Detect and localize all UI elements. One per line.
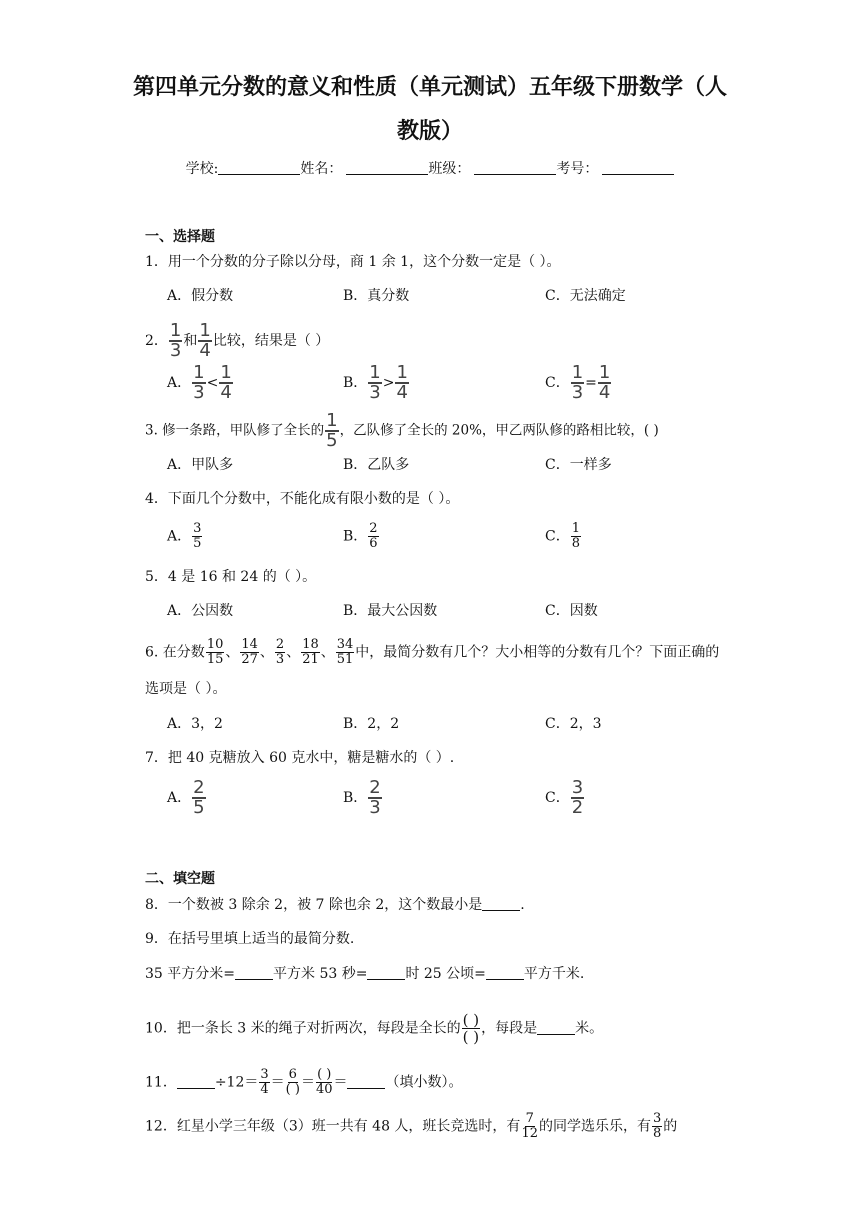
question-10: [145, 1012, 603, 1045]
q10-tail: 米。: [575, 1020, 604, 1037]
q6-fraction-5: $\frac{34}{51}$: [336, 637, 354, 667]
class-blank[interactable]: [474, 160, 556, 175]
q10-answer-blank[interactable]: [537, 1020, 575, 1035]
q8-tail: .: [520, 897, 525, 913]
q6-fraction-2: $\frac{14}{27}$: [241, 637, 258, 667]
q2-fraction-2: $\frac{1}{4}$: [199, 320, 211, 361]
q9-blank-2[interactable]: [367, 965, 405, 980]
question-9-items: [145, 964, 584, 984]
q5-option-a[interactable]: A．公因数: [167, 603, 234, 619]
class-label: 班级：: [428, 161, 471, 177]
q11-fraction-2[interactable]: $\frac{6}{( )}$: [285, 1067, 300, 1097]
q12-tail: 的: [663, 1118, 678, 1135]
question-3: [145, 412, 659, 450]
q1-option-b[interactable]: B．真分数: [343, 288, 410, 304]
q4-option-b[interactable]: B． $\frac{2}{6}$: [343, 521, 378, 551]
q7-option-c[interactable]: C． $\frac{3}{2}$: [545, 777, 584, 818]
q9-part-3: 时 25 公顷=: [405, 966, 486, 982]
q10-fraction-blank[interactable]: $\frac{( )}{( )}$: [462, 1011, 480, 1046]
q6-tail: 中，最简分数有几个？大小相等的分数有几个？下面正确的: [355, 644, 720, 661]
q10-head: 10．把一条长 3 米的绳子对折两次，每段是全长的: [145, 1020, 461, 1037]
q9-part-1: 35 平方分米=: [145, 966, 235, 982]
q1-option-a[interactable]: A．假分数: [167, 288, 234, 304]
q6-fraction-3: $\frac{2}{3}$: [275, 637, 285, 667]
q2-number: 2．: [145, 333, 168, 349]
name-blank[interactable]: [346, 160, 428, 175]
q12-fraction-1: $\frac{7}{12}$: [521, 1111, 538, 1141]
q7-option-a[interactable]: A． $\frac{2}{5}$: [167, 777, 205, 818]
q11-blank-2[interactable]: [347, 1074, 385, 1089]
q1-option-c[interactable]: C．无法确定: [545, 288, 626, 304]
question-12: [145, 1112, 677, 1141]
q6-option-c[interactable]: C．2，3: [545, 716, 602, 732]
q7-option-b[interactable]: B． $\frac{2}{3}$: [343, 777, 381, 818]
q5-option-c[interactable]: C．因数: [545, 603, 598, 619]
q9-part-2: 平方米 53 秒=: [273, 966, 368, 982]
question-8: [145, 895, 525, 915]
number-blank[interactable]: [602, 160, 674, 175]
q11-tail: （填小数）。: [385, 1074, 463, 1091]
question-4: 4．下面几个分数中，不能化成有限小数的是（ ）。: [145, 491, 460, 507]
q6-fraction-4: $\frac{18}{21}$: [302, 637, 319, 667]
school-label: 学校:: [185, 161, 219, 177]
page-title-continued: 教版）: [396, 119, 463, 144]
q8-answer-blank[interactable]: [482, 896, 520, 911]
q3-option-c[interactable]: C．一样多: [545, 457, 612, 473]
q6-fraction-1: $\frac{10}{15}$: [206, 637, 224, 667]
section-heading-fill: 二、填空题: [145, 871, 215, 887]
q2-option-b[interactable]: B． $\frac{1}{3}$ > $\frac{1}{4}$: [343, 362, 408, 403]
q6-option-a[interactable]: A．3，2: [167, 716, 223, 732]
q8-head: 8．一个数被 3 除余 2，被 7 除也余 2，这个数最小是: [145, 897, 483, 913]
q2-and: 和: [183, 333, 198, 349]
question-5: 5．4 是 16 和 24 的（ ）。: [145, 569, 317, 585]
q9-part-4: 平方千米.: [523, 966, 585, 982]
section-heading-choice: 一、选择题: [145, 229, 215, 245]
q10-mid: ，每段是: [481, 1020, 538, 1037]
q9-blank-1[interactable]: [235, 965, 273, 980]
q11-blank-1[interactable]: [177, 1074, 215, 1089]
q3-option-a[interactable]: A．甲队多: [167, 457, 234, 473]
school-blank[interactable]: [218, 160, 300, 175]
q11-fraction-3[interactable]: $\frac{( )}{40}$: [315, 1067, 333, 1097]
name-label: 姓名：: [300, 161, 343, 177]
q9-blank-3[interactable]: [486, 965, 524, 980]
q12-head: 12．红星小学三年级（3）班一共有 48 人，班长竞选时，有: [145, 1118, 521, 1135]
q3-tail: ，乙队修了全长的 20%，甲乙两队修的路相比较，( ): [339, 422, 659, 439]
question-7: 7．把 40 克糖放入 60 克水中，糖是糖水的（ ）.: [145, 750, 455, 766]
q12-fraction-2: $\frac{3}{8}$: [652, 1111, 662, 1141]
question-6-line2: 选项是（ ）。: [145, 681, 227, 697]
q12-mid: 的同学选乐乐，有: [538, 1118, 651, 1135]
q3-fraction: $\frac{1}{5}$: [326, 410, 338, 451]
q11-fraction-1: $\frac{3}{4}$: [260, 1067, 269, 1097]
question-11: 11． ÷12＝ $\frac{3}{4}$ ＝ $\frac{6}{( )}$ ＝ $\frac{( )}{40}$ ＝ （填小数）。: [145, 1067, 463, 1097]
question-9: 9．在括号里填上适当的最简分数.: [145, 931, 355, 947]
q4-option-c[interactable]: C． $\frac{1}{8}$: [545, 521, 580, 551]
q11-div: ÷12＝: [214, 1074, 259, 1091]
q2-tail: 比较，结果是（ ）: [212, 333, 330, 349]
q4-option-a[interactable]: A． $\frac{3}{5}$: [167, 521, 202, 551]
q11-number: 11．: [145, 1074, 177, 1091]
q6-option-b[interactable]: B．2，2: [343, 716, 400, 732]
q5-option-b[interactable]: B．最大公因数: [343, 603, 438, 619]
question-2: [145, 322, 329, 360]
page-title: 第四单元分数的意义和性质（单元测试）五年级下册数学（人: [132, 75, 727, 100]
q3-head: 3. 修一条路，甲队修了全长的: [145, 422, 325, 439]
number-label: 考号：: [556, 161, 599, 177]
question-6: 6. 在分数 $\frac{10}{15}$ 、 $\frac{14}{27}$ 、 $\frac{2}{3}$ 、 $\frac{18}{21}$ 、 $\frac{34}{51}$ 中，最简分数有几个？大小相等的分数有几个？下面正确的: [145, 637, 720, 667]
q3-option-b[interactable]: B．乙队多: [343, 457, 410, 473]
question-1: 1．用一个分数的分子除以分母，商 1 余 1，这个分数一定是（ ）。: [145, 254, 561, 270]
q2-option-a[interactable]: A． $\frac{1}{3}$ < $\frac{1}{4}$: [167, 362, 232, 403]
q2-option-c[interactable]: C． $\frac{1}{3}$ = $\frac{1}{4}$: [545, 362, 611, 403]
q6-head: 6. 在分数: [145, 644, 205, 661]
q2-fraction-1: $\frac{1}{3}$: [169, 320, 182, 361]
student-info-line: [0, 158, 860, 178]
